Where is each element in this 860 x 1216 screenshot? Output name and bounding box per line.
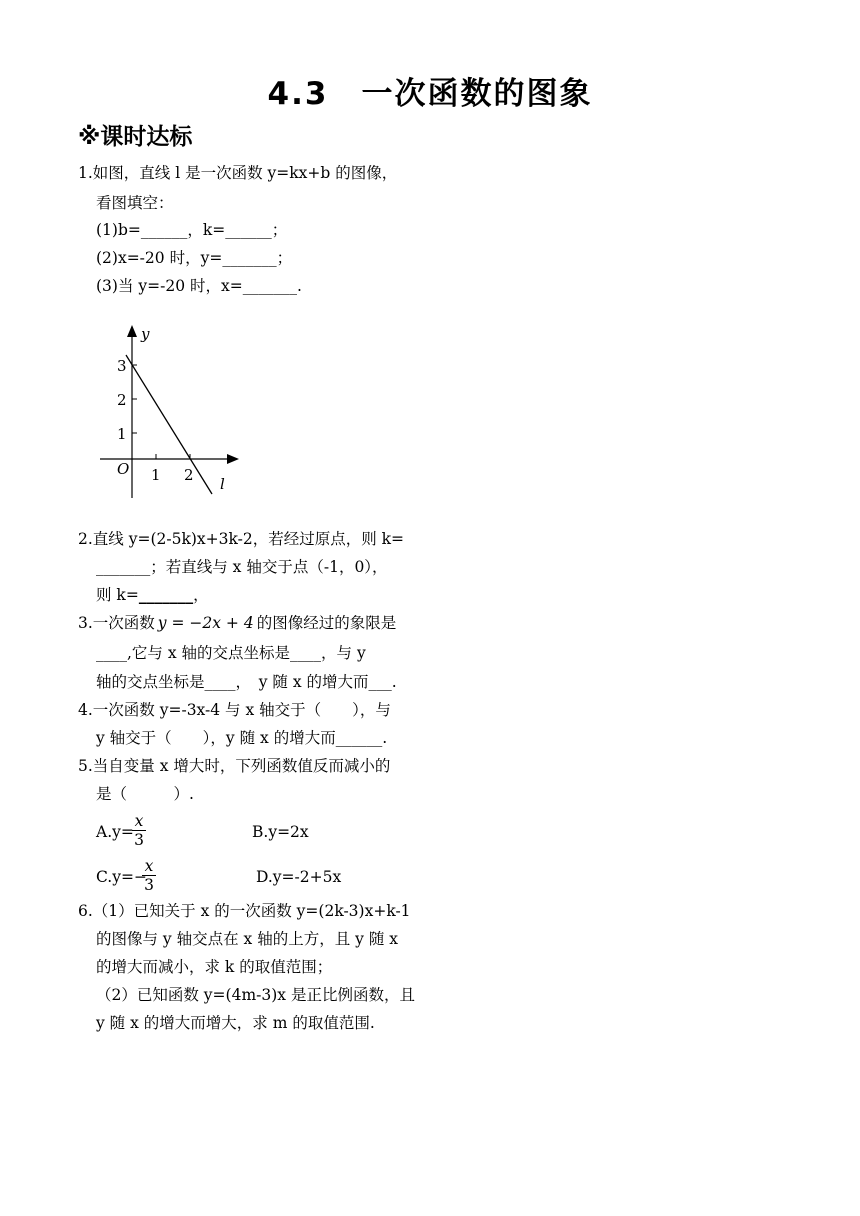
q2-line-3-prefix: 则 k= <box>96 586 139 604</box>
q3-line-1 <box>78 613 396 633</box>
q1-line-2: 看图填空： <box>96 194 174 212</box>
option-a-prefix: A.y= <box>96 823 134 841</box>
q2-line-3-suffix: ， <box>193 586 209 604</box>
q2-line-2: _______；若直线与 x 轴交于点（-1，0）， <box>96 558 388 576</box>
q5-line-1: 5.当自变量 x 增大时，下列函数值反而减小的 <box>78 757 391 775</box>
option-c-fraction <box>142 857 156 894</box>
q3-line-1-prefix: 3.一次函数 <box>78 614 155 632</box>
q3-equation: y = −2x + 4 <box>157 614 254 632</box>
option-c-denominator: 3 <box>144 876 154 894</box>
y-tick-label-3: 3 <box>117 357 127 375</box>
option-c-numerator: x <box>142 857 156 876</box>
q3-line-3: 轴的交点坐标是____， y 随 x 的增大而___. <box>96 673 397 691</box>
y-tick-label-2: 2 <box>117 391 127 409</box>
q3-line-1-suffix: 的图像经过的象限是 <box>256 614 397 632</box>
q3-line-2: ____,它与 x 轴的交点坐标是____，与 y <box>96 644 366 662</box>
q5-line-2: 是（ ）. <box>96 785 194 803</box>
y-axis-label: y <box>141 325 150 343</box>
function-graph <box>95 320 255 500</box>
q6-line-3: 的增大而减小，求 k 的取值范围； <box>96 958 333 976</box>
q4-line-2: y 轴交于（ ），y 随 x 的增大而______. <box>96 729 388 747</box>
origin-label: O <box>117 460 130 478</box>
y-axis-arrow <box>127 325 137 337</box>
q1-line-1: 1.如图，直线 l 是一次函数 y=kx+b 的图像， <box>78 164 398 182</box>
x-axis-arrow <box>227 454 239 464</box>
q2-answer-blank: _______ <box>138 585 194 604</box>
line-l <box>126 355 212 494</box>
option-a-numerator: x <box>132 812 146 831</box>
q2-line-1: 2.直线 y=(2-5k)x+3k-2，若经过原点，则 k= <box>78 530 405 548</box>
q6-line-2: 的图像与 y 轴交点在 x 轴的上方，且 y 随 x <box>96 930 398 948</box>
page-title: 4.3 一次函数的图象 <box>267 76 593 112</box>
option-a-denominator: 3 <box>134 831 144 849</box>
q6-line-1: 6.（1）已知关于 x 的一次函数 y=(2k-3)x+k-1 <box>78 902 411 920</box>
option-a-fraction <box>132 812 146 849</box>
section-heading: ※课时达标 <box>78 124 193 150</box>
x-tick-label-1: 1 <box>151 466 161 484</box>
q4-line-1: 4.一次函数 y=-3x-4 与 x 轴交于（ ），与 <box>78 701 391 719</box>
option-c-prefix: C.y=− <box>96 868 147 886</box>
q2-line-3 <box>96 585 209 605</box>
q6-line-5: y 随 x 的增大而增大，求 m 的取值范围. <box>96 1014 375 1032</box>
q1-line-4: (2)x=-20 时，y=_______； <box>96 249 293 267</box>
line-label: l <box>220 475 225 493</box>
y-tick-label-1: 1 <box>117 425 127 443</box>
q1-line-3: (1)b=______，k=______； <box>96 221 288 239</box>
option-b: B.y=2x <box>252 823 309 841</box>
q1-line-5: (3)当 y=-20 时，x=_______. <box>96 277 302 295</box>
option-d: D.y=-2+5x <box>256 868 342 886</box>
q6-line-4: （2）已知函数 y=(4m-3)x 是正比例函数，且 <box>96 986 415 1004</box>
x-tick-label-2: 2 <box>184 466 194 484</box>
